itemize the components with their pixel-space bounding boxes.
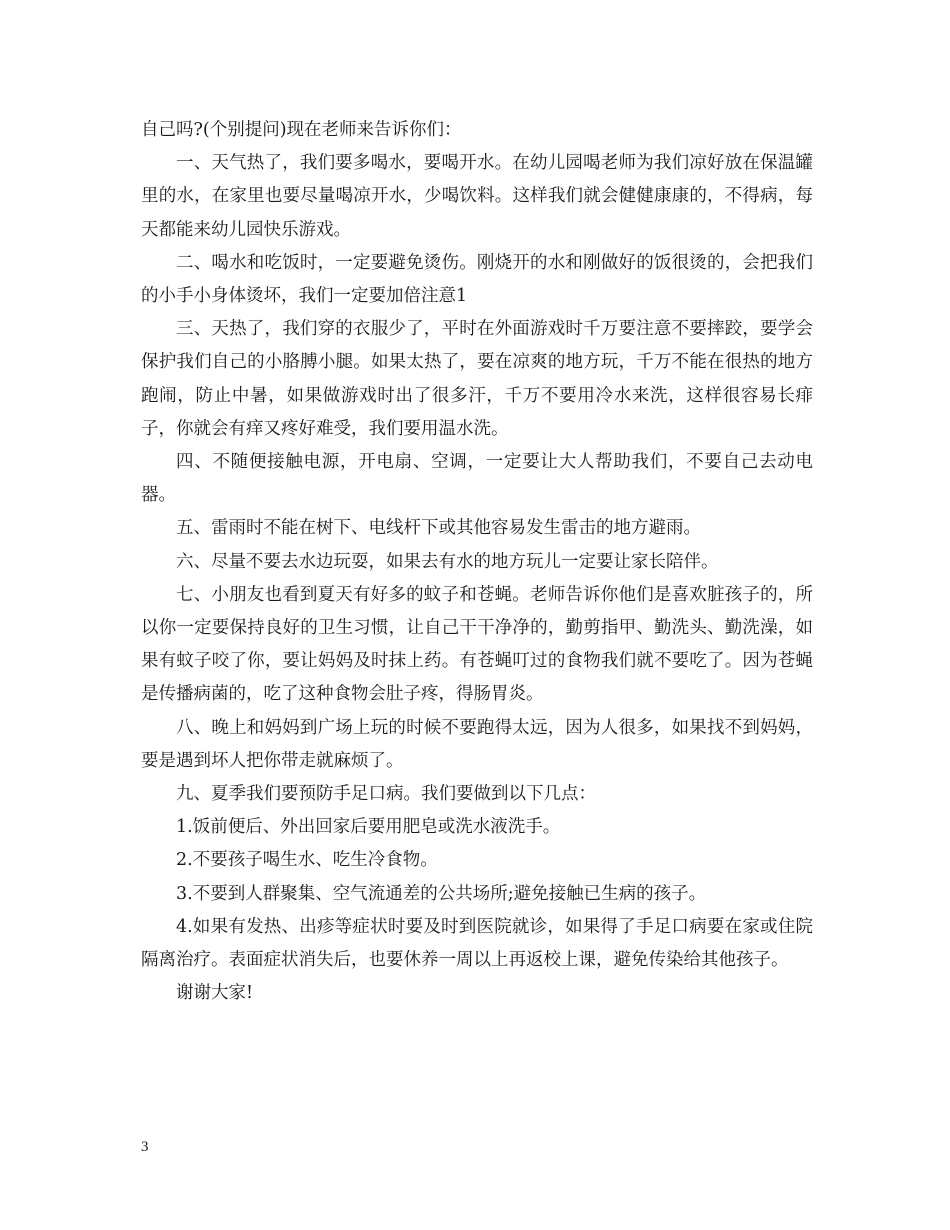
- paragraph-item-9: 九、夏季我们要预防手足口病。我们要做到以下几点：: [176, 784, 596, 805]
- list-item-4: 4.如果有发热、出疹等症状时要及时到医院就诊，如果得了手足口病要在家或住院隔离治疗。表面症状消失后，也要休养一周以上再返校上课，避免传染给其他孩子。: [141, 916, 813, 971]
- document-body: [141, 114, 813, 1010]
- page-number: 3: [141, 1139, 149, 1155]
- paragraph-item-8: 八、晚上和妈妈到广场上玩的时候不要跑得太远，因为人很多，如果找不到妈妈，要是遇到坏人把你带走就麻烦了。: [141, 717, 813, 771]
- paragraph-intro: 自己吗?(个别提问)现在老师来告诉你们：: [141, 120, 462, 140]
- paragraph-item-4: 四、不随便接触电源，开电扇、空调，一定要让大人帮助我们，不要自己去动电器。: [141, 452, 813, 506]
- list-item-1: 1.饭前便后、外出回家后要用肥皂或洗水液洗手。: [176, 817, 561, 838]
- list-item-2: 2.不要孩子喝生水、吃生冷食物。: [176, 850, 438, 871]
- paragraph-item-6: 六、尽量不要去水边玩耍，如果去有水的地方玩儿一定要让家长陪伴。: [176, 551, 719, 572]
- paragraph-item-3: 三、天热了，我们穿的衣服少了，平时在外面游戏时千万要注意不要摔跤，要学会保护我们自己的小胳膊小腿。如果太热了，要在凉爽的地方玩，千万不能在很热的地方跑闹，防止中暑，如果做游戏时出了很多汗，千万不要用冷水来洗，这样很容易长痱子，你就会有痒又疼好难受，我们要用温水洗。: [141, 319, 813, 439]
- list-item-3: 3.不要到人群聚集、空气流通差的公共场所;避免接触已生病的孩子。: [176, 883, 707, 904]
- paragraph-item-2: 二、喝水和吃饭时，一定要避免烫伤。刚烧开的水和刚做好的饭很烫的，会把我们的小手小身体烫坏，我们一定要加倍注意1: [141, 252, 813, 307]
- paragraph-item-5: 五、雷雨时不能在树下、电线杆下或其他容易发生雷击的地方避雨。: [176, 518, 701, 539]
- closing-thanks: 谢谢大家!: [176, 983, 254, 1004]
- paragraph-item-1: 一、天气热了，我们要多喝水，要喝开水。在幼儿园喝老师为我们凉好放在保温罐里的水，在家里也要尽量喝凉开水，少喝饮料。这样我们就会健健康康的，不得病，每天都能来幼儿园快乐游戏。: [141, 153, 813, 240]
- paragraph-item-7: 七、小朋友也看到夏天有好多的蚊子和苍蝇。老师告诉你他们是喜欢脏孩子的，所以你一定要保持良好的卫生习惯，让自己干干净净的，勤剪指甲、勤洗头、勤洗澡，如果有蚊子咬了你，要让妈妈及时抹上药。有苍蝇叮过的食物我们就不要吃了。因为苍蝇是传播病菌的，吃了这种食物会肚子疼，得肠胃炎。: [141, 584, 813, 705]
